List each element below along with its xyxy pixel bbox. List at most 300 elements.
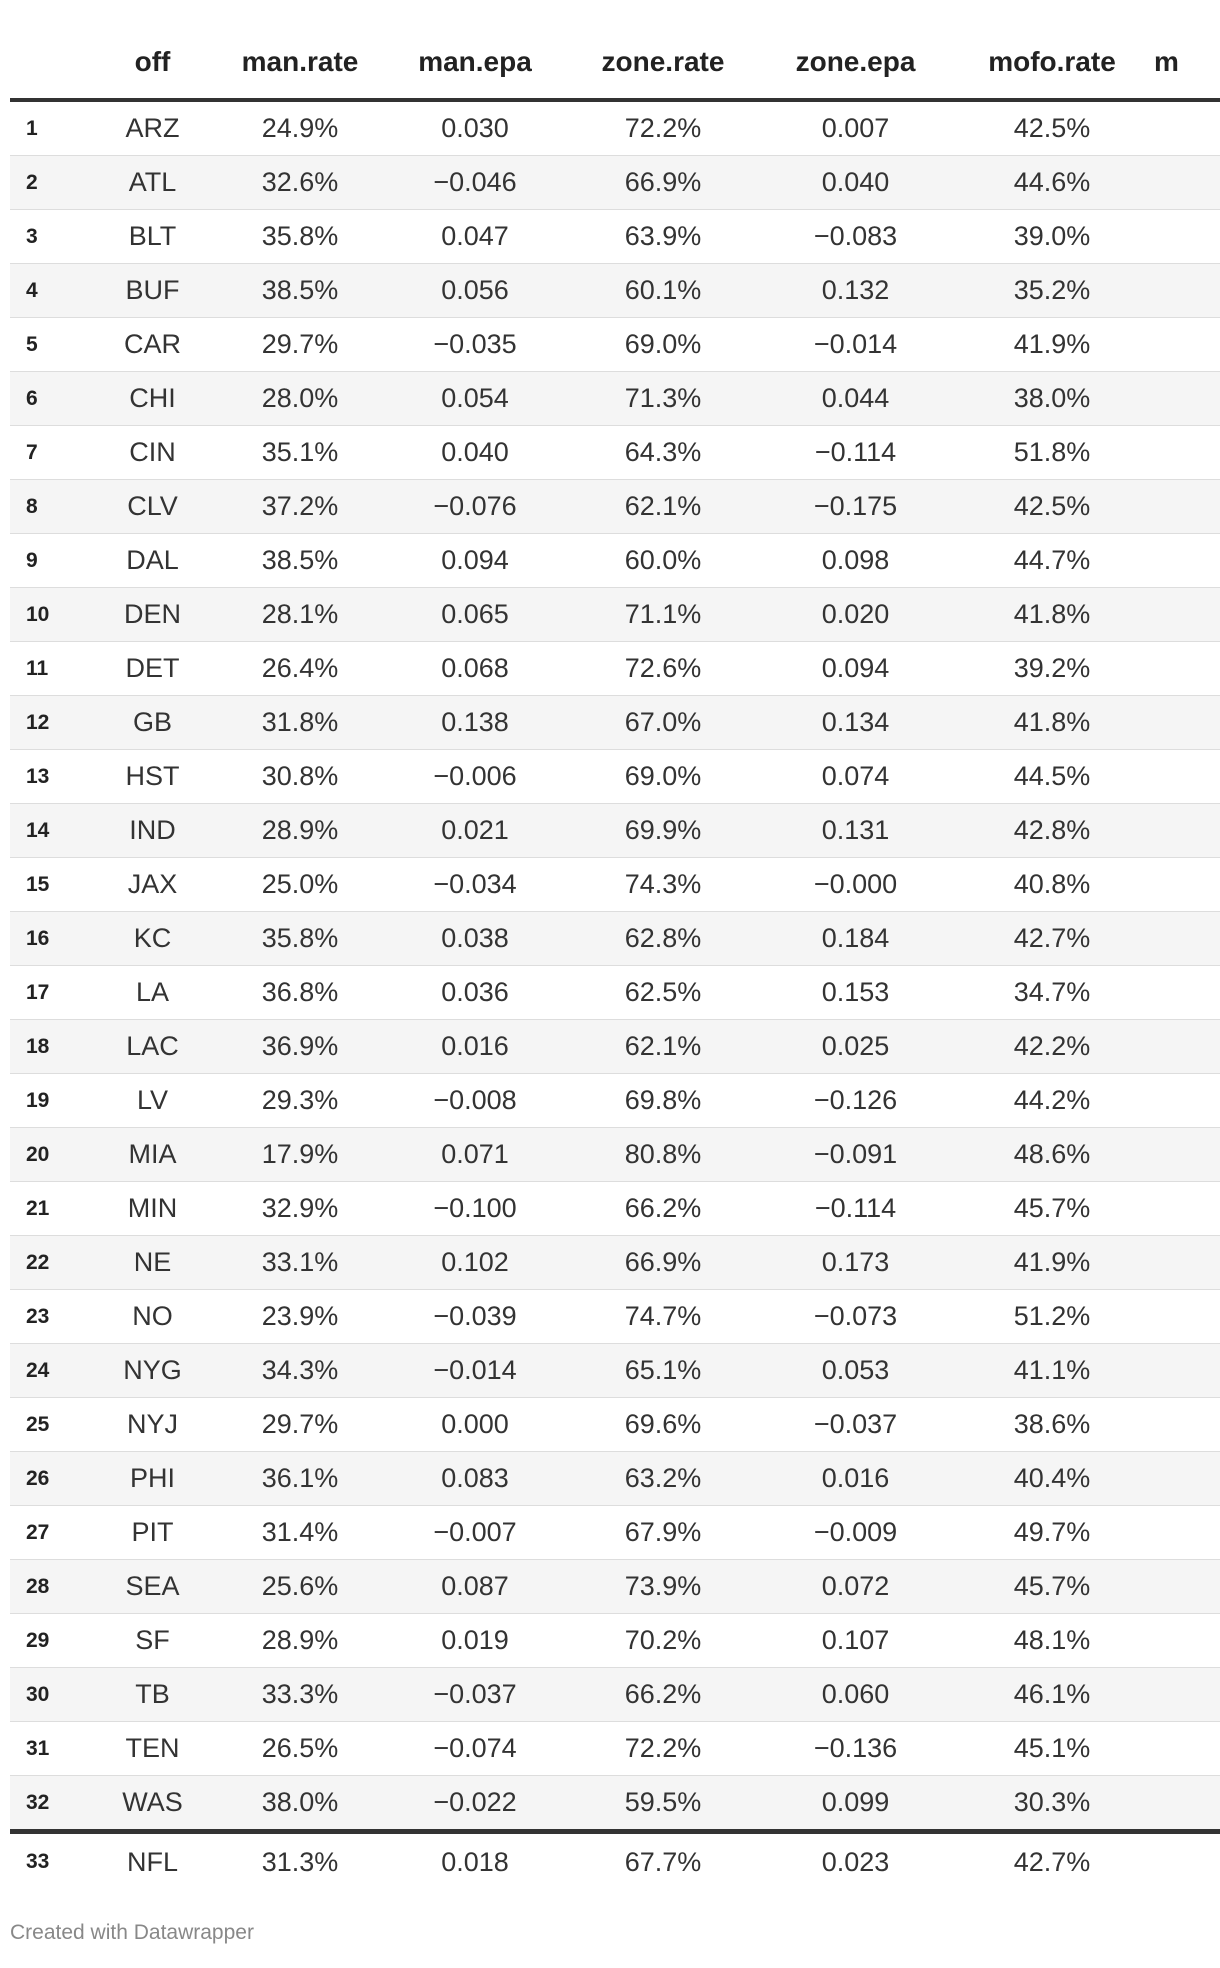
row-man-rate: 23.9% — [219, 1290, 381, 1344]
row-man-epa: −0.100 — [381, 1182, 569, 1236]
row-zone-rate: 72.2% — [569, 1722, 757, 1776]
row-index: 16 — [10, 912, 86, 966]
row-zone-epa: −0.014 — [757, 318, 954, 372]
row-index: 30 — [10, 1668, 86, 1722]
row-off: HST — [86, 750, 219, 804]
total-row-cut-off-cell — [1150, 1832, 1220, 1885]
row-man-epa: −0.037 — [381, 1668, 569, 1722]
row-man-rate: 32.6% — [219, 156, 381, 210]
row-mofo-rate: 49.7% — [954, 1506, 1150, 1560]
row-index: 1 — [10, 100, 86, 156]
row-mofo-rate: 44.5% — [954, 750, 1150, 804]
row-man-epa: −0.007 — [381, 1506, 569, 1560]
datawrapper-credit[interactable]: Created with Datawrapper — [10, 1921, 254, 1944]
row-off: CIN — [86, 426, 219, 480]
row-off: TEN — [86, 1722, 219, 1776]
header-zone-rate[interactable]: zone.rate — [569, 26, 757, 100]
total-row-man-rate: 31.3% — [219, 1832, 381, 1885]
row-off: CAR — [86, 318, 219, 372]
table-footer — [10, 1832, 1220, 1885]
row-zone-epa: −0.009 — [757, 1506, 954, 1560]
row-zone-epa: 0.007 — [757, 100, 954, 156]
row-index: 13 — [10, 750, 86, 804]
row-man-epa: −0.022 — [381, 1776, 569, 1832]
row-zone-rate: 74.7% — [569, 1290, 757, 1344]
table-row — [10, 858, 1220, 912]
row-index: 29 — [10, 1614, 86, 1668]
row-mofo-rate: 41.1% — [954, 1344, 1150, 1398]
row-zone-epa: 0.107 — [757, 1614, 954, 1668]
row-zone-rate: 67.0% — [569, 696, 757, 750]
row-cut-off-cell — [1150, 750, 1220, 804]
row-mofo-rate: 44.2% — [954, 1074, 1150, 1128]
row-cut-off-cell — [1150, 1182, 1220, 1236]
row-zone-rate: 63.2% — [569, 1452, 757, 1506]
row-zone-rate: 69.0% — [569, 750, 757, 804]
row-mofo-rate: 30.3% — [954, 1776, 1150, 1832]
data-table — [10, 26, 1220, 1884]
table-row — [10, 1452, 1220, 1506]
row-cut-off-cell — [1150, 912, 1220, 966]
table-row — [10, 210, 1220, 264]
table-row — [10, 1236, 1220, 1290]
row-index: 2 — [10, 156, 86, 210]
total-row-zone-rate: 67.7% — [569, 1832, 757, 1885]
row-zone-rate: 69.0% — [569, 318, 757, 372]
row-mofo-rate: 42.8% — [954, 804, 1150, 858]
row-man-rate: 29.7% — [219, 318, 381, 372]
row-man-epa: 0.138 — [381, 696, 569, 750]
table-row — [10, 966, 1220, 1020]
row-cut-off-cell — [1150, 804, 1220, 858]
row-cut-off-cell — [1150, 480, 1220, 534]
row-cut-off-cell — [1150, 1506, 1220, 1560]
table-row — [10, 372, 1220, 426]
row-zone-epa: 0.099 — [757, 1776, 954, 1832]
row-mofo-rate: 42.2% — [954, 1020, 1150, 1074]
row-index: 8 — [10, 480, 86, 534]
row-off: JAX — [86, 858, 219, 912]
row-off: IND — [86, 804, 219, 858]
row-mofo-rate: 38.0% — [954, 372, 1150, 426]
row-zone-epa: −0.175 — [757, 480, 954, 534]
row-index: 17 — [10, 966, 86, 1020]
row-off: NO — [86, 1290, 219, 1344]
row-mofo-rate: 44.7% — [954, 534, 1150, 588]
table-row — [10, 1668, 1220, 1722]
row-man-rate: 28.9% — [219, 1614, 381, 1668]
table-row — [10, 1776, 1220, 1832]
row-zone-epa: 0.098 — [757, 534, 954, 588]
row-zone-epa: 0.040 — [757, 156, 954, 210]
row-man-rate: 38.5% — [219, 264, 381, 318]
header-zone-epa[interactable]: zone.epa — [757, 26, 954, 100]
row-zone-epa: 0.053 — [757, 1344, 954, 1398]
row-cut-off-cell — [1150, 1290, 1220, 1344]
row-mofo-rate: 51.8% — [954, 426, 1150, 480]
table-row — [10, 1290, 1220, 1344]
row-cut-off-cell — [1150, 1452, 1220, 1506]
row-cut-off-cell — [1150, 1776, 1220, 1832]
row-zone-rate: 65.1% — [569, 1344, 757, 1398]
row-cut-off-cell — [1150, 858, 1220, 912]
row-man-epa: 0.094 — [381, 534, 569, 588]
row-cut-off-cell — [1150, 696, 1220, 750]
row-zone-rate: 72.6% — [569, 642, 757, 696]
row-mofo-rate: 44.6% — [954, 156, 1150, 210]
row-off: GB — [86, 696, 219, 750]
total-row-index: 33 — [10, 1832, 86, 1885]
table-row — [10, 1506, 1220, 1560]
row-mofo-rate: 42.5% — [954, 480, 1150, 534]
row-zone-rate: 63.9% — [569, 210, 757, 264]
row-index: 18 — [10, 1020, 86, 1074]
row-zone-rate: 67.9% — [569, 1506, 757, 1560]
row-zone-rate: 64.3% — [569, 426, 757, 480]
total-row-man-epa: 0.018 — [381, 1832, 569, 1885]
row-off: LAC — [86, 1020, 219, 1074]
table-row — [10, 318, 1220, 372]
row-man-epa: −0.074 — [381, 1722, 569, 1776]
row-zone-epa: −0.000 — [757, 858, 954, 912]
row-mofo-rate: 48.6% — [954, 1128, 1150, 1182]
row-zone-rate: 72.2% — [569, 100, 757, 156]
row-off: PHI — [86, 1452, 219, 1506]
row-mofo-rate: 39.0% — [954, 210, 1150, 264]
row-index: 26 — [10, 1452, 86, 1506]
table-row — [10, 426, 1220, 480]
row-zone-epa: 0.060 — [757, 1668, 954, 1722]
row-mofo-rate: 42.5% — [954, 100, 1150, 156]
header-mofo-rate[interactable]: mofo.rate — [954, 26, 1150, 100]
row-index: 15 — [10, 858, 86, 912]
total-row-mofo-rate: 42.7% — [954, 1832, 1150, 1885]
row-man-rate: 28.0% — [219, 372, 381, 426]
row-man-epa: 0.030 — [381, 100, 569, 156]
row-mofo-rate: 38.6% — [954, 1398, 1150, 1452]
row-mofo-rate: 41.8% — [954, 696, 1150, 750]
row-off: WAS — [86, 1776, 219, 1832]
row-cut-off-cell — [1150, 318, 1220, 372]
row-index: 3 — [10, 210, 86, 264]
row-off: BLT — [86, 210, 219, 264]
header-row — [10, 26, 1220, 100]
row-man-epa: 0.068 — [381, 642, 569, 696]
row-man-epa: 0.021 — [381, 804, 569, 858]
row-man-rate: 26.4% — [219, 642, 381, 696]
row-man-epa: 0.036 — [381, 966, 569, 1020]
row-index: 9 — [10, 534, 86, 588]
row-index: 11 — [10, 642, 86, 696]
row-index: 27 — [10, 1506, 86, 1560]
row-man-rate: 37.2% — [219, 480, 381, 534]
row-man-epa: 0.102 — [381, 1236, 569, 1290]
row-zone-epa: −0.037 — [757, 1398, 954, 1452]
row-cut-off-cell — [1150, 1614, 1220, 1668]
row-index: 28 — [10, 1560, 86, 1614]
row-zone-rate: 62.8% — [569, 912, 757, 966]
row-man-epa: −0.008 — [381, 1074, 569, 1128]
row-man-rate: 24.9% — [219, 100, 381, 156]
row-man-epa: 0.087 — [381, 1560, 569, 1614]
row-index: 4 — [10, 264, 86, 318]
row-index: 14 — [10, 804, 86, 858]
row-man-rate: 33.3% — [219, 1668, 381, 1722]
table-row — [10, 156, 1220, 210]
table-row — [10, 264, 1220, 318]
row-mofo-rate: 40.8% — [954, 858, 1150, 912]
row-off: SF — [86, 1614, 219, 1668]
row-off: DEN — [86, 588, 219, 642]
row-zone-epa: 0.131 — [757, 804, 954, 858]
row-cut-off-cell — [1150, 1128, 1220, 1182]
row-zone-epa: −0.073 — [757, 1290, 954, 1344]
row-zone-rate: 74.3% — [569, 858, 757, 912]
row-man-rate: 31.4% — [219, 1506, 381, 1560]
row-off: BUF — [86, 264, 219, 318]
row-man-epa: 0.000 — [381, 1398, 569, 1452]
row-mofo-rate: 34.7% — [954, 966, 1150, 1020]
row-off: NE — [86, 1236, 219, 1290]
row-zone-rate: 69.8% — [569, 1074, 757, 1128]
row-cut-off-cell — [1150, 1236, 1220, 1290]
row-man-epa: 0.054 — [381, 372, 569, 426]
table-row — [10, 1128, 1220, 1182]
row-cut-off-cell — [1150, 264, 1220, 318]
row-mofo-rate: 41.9% — [954, 1236, 1150, 1290]
row-index: 12 — [10, 696, 86, 750]
row-mofo-rate: 46.1% — [954, 1668, 1150, 1722]
row-off: CHI — [86, 372, 219, 426]
row-cut-off-cell — [1150, 642, 1220, 696]
table-row — [10, 480, 1220, 534]
row-man-rate: 31.8% — [219, 696, 381, 750]
row-mofo-rate: 35.2% — [954, 264, 1150, 318]
row-mofo-rate: 42.7% — [954, 912, 1150, 966]
row-mofo-rate: 45.7% — [954, 1182, 1150, 1236]
row-zone-rate: 60.0% — [569, 534, 757, 588]
row-off: DAL — [86, 534, 219, 588]
row-cut-off-cell — [1150, 534, 1220, 588]
row-index: 32 — [10, 1776, 86, 1832]
row-zone-epa: −0.126 — [757, 1074, 954, 1128]
row-off: DET — [86, 642, 219, 696]
row-zone-epa: 0.153 — [757, 966, 954, 1020]
row-man-rate: 28.9% — [219, 804, 381, 858]
row-man-rate: 29.3% — [219, 1074, 381, 1128]
row-man-rate: 38.5% — [219, 534, 381, 588]
table-row — [10, 588, 1220, 642]
row-man-epa: −0.076 — [381, 480, 569, 534]
row-zone-rate: 70.2% — [569, 1614, 757, 1668]
table-row — [10, 750, 1220, 804]
row-mofo-rate: 51.2% — [954, 1290, 1150, 1344]
table-row — [10, 1560, 1220, 1614]
row-off: KC — [86, 912, 219, 966]
row-zone-epa: 0.173 — [757, 1236, 954, 1290]
table-row — [10, 100, 1220, 156]
row-man-epa: −0.046 — [381, 156, 569, 210]
table-row — [10, 1182, 1220, 1236]
row-man-rate: 17.9% — [219, 1128, 381, 1182]
row-man-rate: 36.9% — [219, 1020, 381, 1074]
row-cut-off-cell — [1150, 1668, 1220, 1722]
row-cut-off-cell — [1150, 1398, 1220, 1452]
row-man-rate: 25.0% — [219, 858, 381, 912]
table-body — [10, 100, 1220, 1832]
row-cut-off-cell — [1150, 1560, 1220, 1614]
data-table-container — [10, 26, 1220, 1884]
table-row — [10, 642, 1220, 696]
row-mofo-rate: 41.9% — [954, 318, 1150, 372]
row-zone-epa: 0.132 — [757, 264, 954, 318]
row-man-rate: 35.8% — [219, 210, 381, 264]
total-row-zone-epa: 0.023 — [757, 1832, 954, 1885]
row-zone-rate: 66.2% — [569, 1182, 757, 1236]
table-row — [10, 1722, 1220, 1776]
row-zone-rate: 66.9% — [569, 156, 757, 210]
row-man-rate: 29.7% — [219, 1398, 381, 1452]
row-off: PIT — [86, 1506, 219, 1560]
row-zone-rate: 71.3% — [569, 372, 757, 426]
row-cut-off-cell — [1150, 966, 1220, 1020]
row-zone-epa: 0.044 — [757, 372, 954, 426]
row-zone-rate: 71.1% — [569, 588, 757, 642]
row-zone-epa: −0.083 — [757, 210, 954, 264]
row-man-epa: 0.016 — [381, 1020, 569, 1074]
row-man-epa: 0.056 — [381, 264, 569, 318]
row-zone-epa: −0.114 — [757, 1182, 954, 1236]
row-mofo-rate: 41.8% — [954, 588, 1150, 642]
row-zone-rate: 66.2% — [569, 1668, 757, 1722]
row-index: 24 — [10, 1344, 86, 1398]
row-off: LA — [86, 966, 219, 1020]
header-index[interactable] — [10, 26, 86, 100]
row-index: 23 — [10, 1290, 86, 1344]
row-man-epa: −0.039 — [381, 1290, 569, 1344]
row-man-rate: 35.8% — [219, 912, 381, 966]
row-cut-off-cell — [1150, 1020, 1220, 1074]
row-man-epa: 0.071 — [381, 1128, 569, 1182]
table-row — [10, 1344, 1220, 1398]
row-mofo-rate: 40.4% — [954, 1452, 1150, 1506]
row-off: ATL — [86, 156, 219, 210]
row-index: 20 — [10, 1128, 86, 1182]
row-zone-epa: 0.094 — [757, 642, 954, 696]
row-cut-off-cell — [1150, 426, 1220, 480]
row-zone-epa: 0.134 — [757, 696, 954, 750]
header-man-rate[interactable]: man.rate — [219, 26, 381, 100]
row-man-epa: 0.083 — [381, 1452, 569, 1506]
row-zone-rate: 59.5% — [569, 1776, 757, 1832]
table-row — [10, 1614, 1220, 1668]
row-index: 25 — [10, 1398, 86, 1452]
row-man-epa: −0.014 — [381, 1344, 569, 1398]
table-header — [10, 26, 1220, 100]
row-cut-off-cell — [1150, 100, 1220, 156]
row-zone-rate: 73.9% — [569, 1560, 757, 1614]
header-off[interactable]: off — [86, 26, 219, 100]
row-index: 10 — [10, 588, 86, 642]
total-row-off: NFL — [86, 1832, 219, 1885]
row-off: NYG — [86, 1344, 219, 1398]
row-zone-epa: 0.072 — [757, 1560, 954, 1614]
row-zone-rate: 62.5% — [569, 966, 757, 1020]
table-row — [10, 912, 1220, 966]
row-man-epa: 0.038 — [381, 912, 569, 966]
table-row — [10, 804, 1220, 858]
row-man-epa: 0.065 — [381, 588, 569, 642]
row-man-rate: 35.1% — [219, 426, 381, 480]
row-index: 7 — [10, 426, 86, 480]
row-man-epa: −0.035 — [381, 318, 569, 372]
row-index: 6 — [10, 372, 86, 426]
row-cut-off-cell — [1150, 588, 1220, 642]
row-mofo-rate: 45.7% — [954, 1560, 1150, 1614]
row-man-rate: 36.1% — [219, 1452, 381, 1506]
row-off: LV — [86, 1074, 219, 1128]
row-man-rate: 33.1% — [219, 1236, 381, 1290]
row-man-rate: 36.8% — [219, 966, 381, 1020]
row-zone-rate: 69.9% — [569, 804, 757, 858]
row-cut-off-cell — [1150, 1722, 1220, 1776]
row-man-rate: 25.6% — [219, 1560, 381, 1614]
row-off: CLV — [86, 480, 219, 534]
row-zone-epa: −0.136 — [757, 1722, 954, 1776]
row-off: TB — [86, 1668, 219, 1722]
row-mofo-rate: 48.1% — [954, 1614, 1150, 1668]
table-row — [10, 1020, 1220, 1074]
row-off: SEA — [86, 1560, 219, 1614]
row-off: MIN — [86, 1182, 219, 1236]
row-zone-epa: −0.091 — [757, 1128, 954, 1182]
row-zone-epa: 0.016 — [757, 1452, 954, 1506]
row-man-rate: 32.9% — [219, 1182, 381, 1236]
row-man-epa: 0.019 — [381, 1614, 569, 1668]
row-man-epa: 0.047 — [381, 210, 569, 264]
row-zone-epa: −0.114 — [757, 426, 954, 480]
row-man-epa: −0.034 — [381, 858, 569, 912]
row-zone-rate: 62.1% — [569, 1020, 757, 1074]
row-man-rate: 34.3% — [219, 1344, 381, 1398]
row-cut-off-cell — [1150, 1344, 1220, 1398]
row-cut-off-cell — [1150, 372, 1220, 426]
row-mofo-rate: 39.2% — [954, 642, 1150, 696]
row-cut-off-cell — [1150, 1074, 1220, 1128]
row-off: MIA — [86, 1128, 219, 1182]
row-man-rate: 26.5% — [219, 1722, 381, 1776]
row-man-rate: 30.8% — [219, 750, 381, 804]
row-man-rate: 28.1% — [219, 588, 381, 642]
row-zone-rate: 66.9% — [569, 1236, 757, 1290]
header-man-epa[interactable]: man.epa — [381, 26, 569, 100]
row-index: 5 — [10, 318, 86, 372]
row-off: NYJ — [86, 1398, 219, 1452]
row-off: ARZ — [86, 100, 219, 156]
row-cut-off-cell — [1150, 210, 1220, 264]
total-row — [10, 1832, 1220, 1885]
row-cut-off-cell — [1150, 156, 1220, 210]
header-cut-off-column[interactable]: m — [1150, 26, 1220, 100]
row-zone-epa: 0.184 — [757, 912, 954, 966]
row-zone-rate: 62.1% — [569, 480, 757, 534]
row-man-epa: 0.040 — [381, 426, 569, 480]
table-row — [10, 1074, 1220, 1128]
row-zone-epa: 0.020 — [757, 588, 954, 642]
row-index: 19 — [10, 1074, 86, 1128]
row-man-rate: 38.0% — [219, 1776, 381, 1832]
row-zone-epa: 0.074 — [757, 750, 954, 804]
